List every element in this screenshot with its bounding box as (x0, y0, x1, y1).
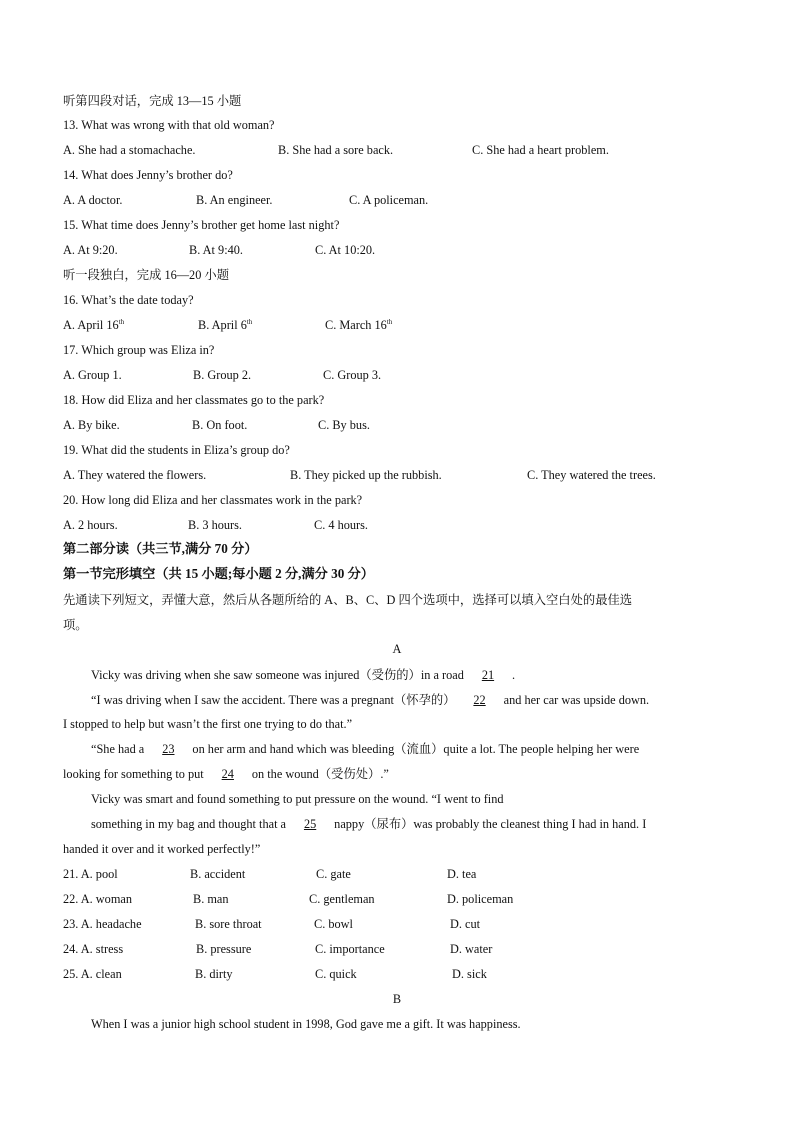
passage-b-line1: When I was a junior high school student in 1998, God gave me a gift. It was happiness. (91, 1017, 521, 1031)
q13-stem: 13. What was wrong with that old woman? (63, 118, 275, 132)
passage-a-paragraph2: “I was driving when I saw the accident. There was a pregnant（怀孕的） 22 and her car was upside down. (91, 693, 650, 707)
q21-option-b: B. accident (190, 867, 246, 881)
q25-option-d: D. sick (452, 967, 487, 981)
q15-option-c: C. At 10:20. (315, 243, 376, 257)
blank-25: 25 (303, 817, 317, 831)
listening-section4-heading: 听第四段对话，完成 13—15 小题 (63, 94, 242, 108)
q19-option-b: B. They picked up the rubbish. (290, 468, 442, 482)
q15-option-b: B. At 9:40. (189, 243, 243, 257)
q23-option-d: D. cut (450, 917, 481, 931)
q18-option-b: B. On foot. (192, 418, 248, 432)
q22-option-d: D. policeman (447, 892, 514, 906)
blank-21: 21 (481, 668, 495, 682)
q19-option-a: A. They watered the flowers. (63, 468, 207, 482)
q16-option-c: C. March 16th (325, 318, 393, 332)
cloze-instruction-line1: 先通读下列短文，弄懂大意，然后从各题所给的 A、B、C、D 四个选项中，选择可以填入空白处的最佳选 (63, 593, 633, 607)
cloze-section-title: 第一节完形填空（共 15 小题;每小题 2 分,满分 30 分） (63, 566, 374, 581)
passage-a-paragraph4-line3: handed it over and it worked perfectly!” (63, 842, 261, 856)
q16-stem: 16. What’s the date today? (63, 293, 194, 307)
q20-option-c: C. 4 hours. (314, 518, 368, 532)
q13-option-b: B. She had a sore back. (278, 143, 394, 157)
q24-option-b: B. pressure (196, 942, 252, 956)
q22-option-b: B. man (193, 892, 229, 906)
q25-option-c: C. quick (315, 967, 357, 981)
q25-option-a: 25. A. clean (63, 967, 122, 981)
q15-stem: 15. What time does Jenny’s brother get home last night? (63, 218, 340, 232)
q21-option-c: C. gate (316, 867, 351, 881)
q14-option-a: A. A doctor. (63, 193, 123, 207)
q14-stem: 14. What does Jenny’s brother do? (63, 168, 233, 182)
q19-option-c: C. They watered the trees. (527, 468, 656, 482)
q22-option-c: C. gentleman (309, 892, 375, 906)
q13-option-a: A. She had a stomachache. (63, 143, 196, 157)
q18-stem: 18. How did Eliza and her classmates go to the park? (63, 393, 325, 407)
passage-a-paragraph4: Vicky was smart and found something to put pressure on the wound. “I went to find (91, 792, 504, 806)
q18-option-a: A. By bike. (63, 418, 120, 432)
q21-option-a: 21. A. pool (63, 867, 118, 881)
q20-option-a: A. 2 hours. (63, 518, 118, 532)
passage-a-label: A (392, 642, 402, 656)
q16-option-b: B. April 6th (198, 318, 253, 332)
passage-a-paragraph3-line2: looking for something to put 24 on the wound（受伤处）.” (63, 767, 389, 781)
q21-option-d: D. tea (447, 867, 477, 881)
q14-option-b: B. An engineer. (196, 193, 273, 207)
q15-option-a: A. At 9:20. (63, 243, 118, 257)
passage-a-paragraph2-line2: I stopped to help but wasn’t the first one trying to do that.” (63, 717, 353, 731)
cloze-instruction-line2: 项。 (63, 618, 88, 632)
q23-option-c: C. bowl (314, 917, 353, 931)
q17-option-c: C. Group 3. (323, 368, 382, 382)
q20-stem: 20. How long did Eliza and her classmates work in the park? (63, 493, 363, 507)
q23-option-b: B. sore throat (195, 917, 262, 931)
q22-option-a: 22. A. woman (63, 892, 132, 906)
q16-option-a: A. April 16th (63, 318, 125, 332)
q17-stem: 17. Which group was Eliza in? (63, 343, 215, 357)
passage-b-label: B (392, 992, 402, 1006)
blank-22: 22 (473, 693, 486, 707)
q20-option-b: B. 3 hours. (188, 518, 242, 532)
q25-option-b: B. dirty (195, 967, 233, 981)
q17-option-a: A. Group 1. (63, 368, 122, 382)
passage-a-paragraph3: “She had a 23 on her arm and hand which was bleeding（流血）quite a lot. The people helping her were (91, 742, 640, 756)
q13-option-c: C. She had a heart problem. (472, 143, 609, 157)
q17-option-b: B. Group 2. (193, 368, 252, 382)
q14-option-c: C. A policeman. (349, 193, 429, 207)
q24-option-a: 24. A. stress (63, 942, 124, 956)
q24-option-d: D. water (450, 942, 493, 956)
q23-option-a: 23. A. headache (63, 917, 142, 931)
listening-section5-heading: 听一段独白，完成 16—20 小题 (63, 268, 230, 282)
blank-23: 23 (162, 742, 175, 756)
q19-stem: 19. What did the students in Eliza’s group do? (63, 443, 290, 457)
q18-option-c: C. By bus. (318, 418, 370, 432)
passage-a-paragraph4-line2: something in my bag and thought that a 25 nappy（尿布）was probably the cleanest thing I had in hand. I (91, 817, 647, 831)
blank-24: 24 (221, 767, 234, 781)
passage-a-paragraph1: Vicky was driving when she saw someone was injured（受伤的）in a road 21 . (91, 668, 516, 682)
reading-part-title: 第二部分读（共三节,满分 70 分） (63, 541, 258, 556)
q24-option-c: C. importance (315, 942, 385, 956)
